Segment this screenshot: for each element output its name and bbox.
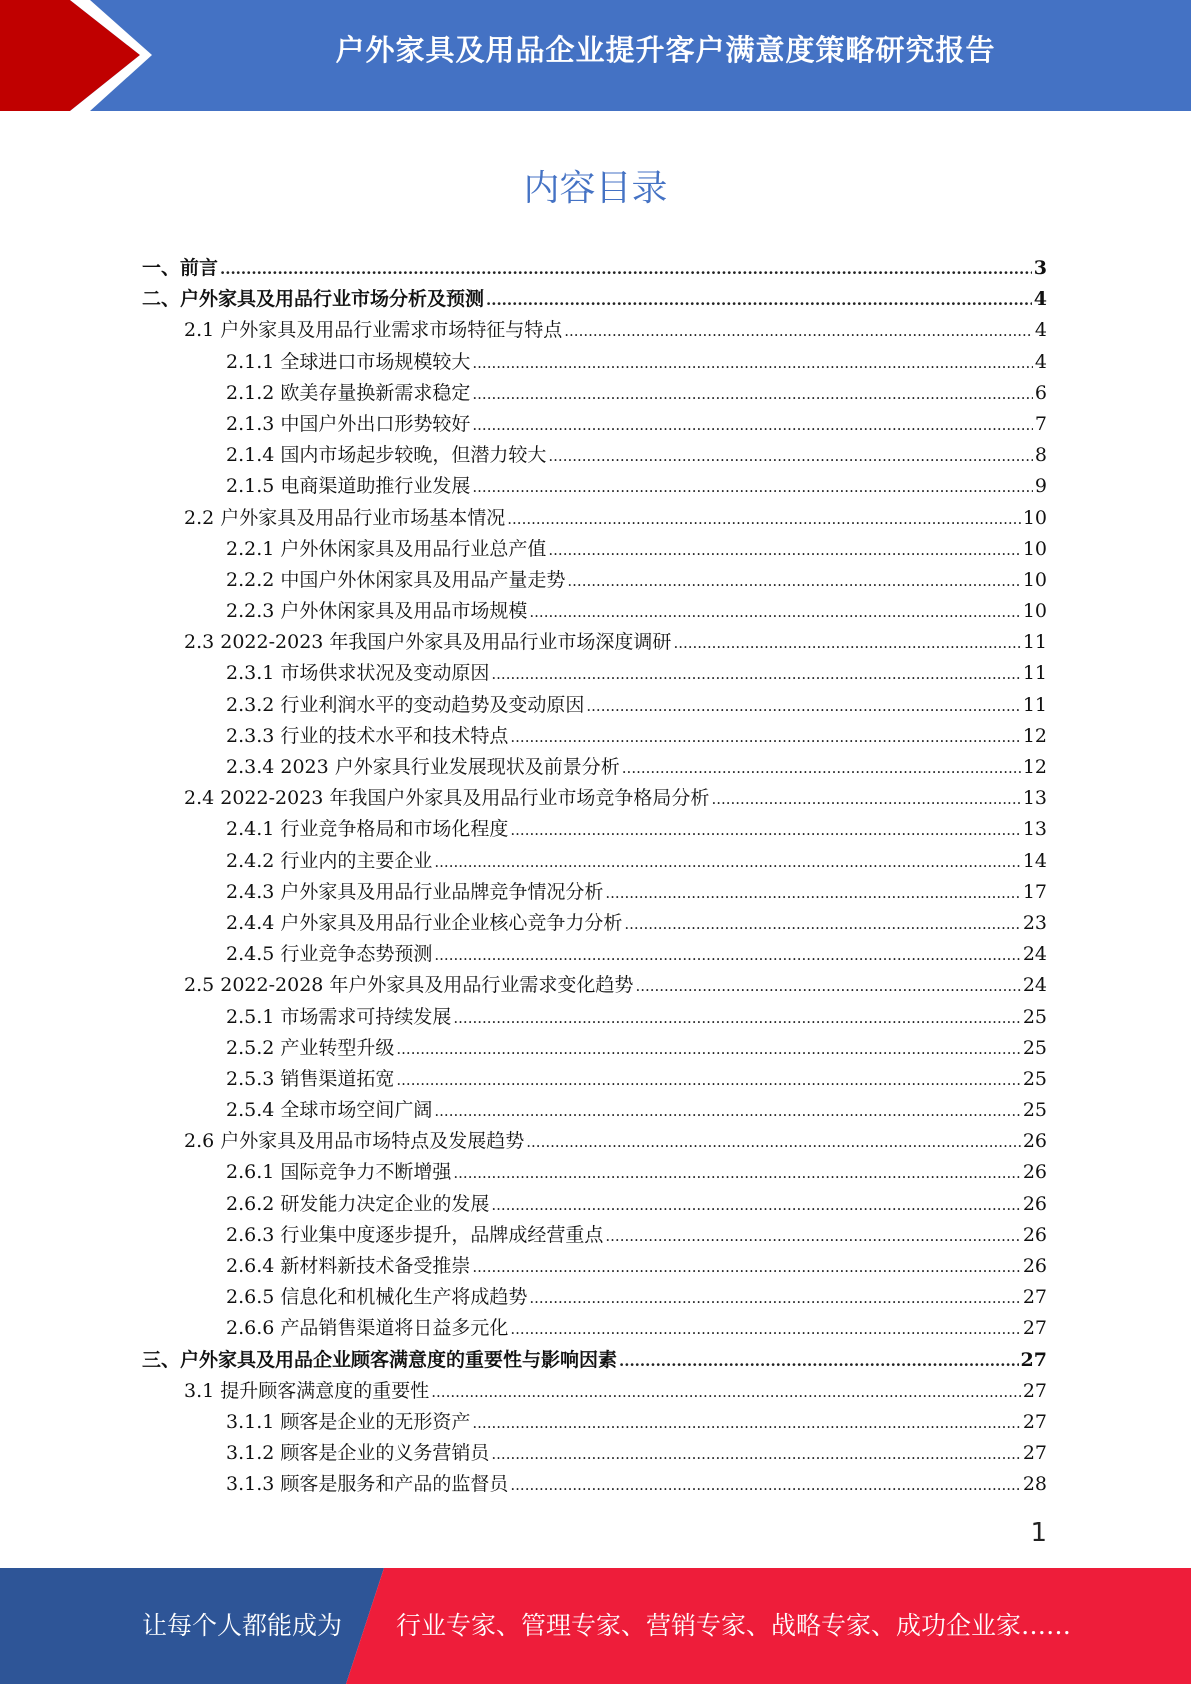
toc-dot-leader xyxy=(548,541,1020,559)
toc-entry[interactable] xyxy=(142,690,1047,721)
toc-entry-title: 2.3.1 市场供求状况及变动原因 xyxy=(226,662,490,685)
toc-dot-leader xyxy=(507,510,1021,528)
toc-entry-title: 2.1.1 全球进口市场规模较大 xyxy=(226,350,471,373)
toc-entry-page: 13 xyxy=(1022,818,1047,841)
toc-entry-title: 2.2.2 中国户外休闲家具及用品产量走势 xyxy=(226,568,566,591)
toc-entry-title: 2.6.6 产品销售渠道将日益多元化 xyxy=(226,1317,509,1340)
toc-entry[interactable] xyxy=(142,1251,1047,1282)
toc-entry-title: 2.1 户外家具及用品行业需求市场特征与特点 xyxy=(184,319,563,342)
footer-slogan-right: 行业专家、管理专家、营销专家、战略专家、成功企业家…… xyxy=(396,1611,1072,1640)
toc-entry[interactable] xyxy=(142,658,1047,689)
toc-entry-title: 2.2.1 户外休闲家具及用品行业总产值 xyxy=(226,537,547,560)
toc-heading: 内容目录 xyxy=(523,168,668,209)
toc-entry-title: 三、户外家具及用品企业顾客满意度的重要性与影响因素 xyxy=(142,1348,618,1371)
toc-entry-page: 26 xyxy=(1022,1130,1047,1153)
toc-entry-page: 11 xyxy=(1022,693,1047,716)
toc-dot-leader xyxy=(622,759,1021,777)
toc-entry[interactable] xyxy=(142,1064,1047,1095)
toc-entry-page: 8 xyxy=(1034,444,1047,467)
toc-entry[interactable] xyxy=(142,1002,1047,1033)
toc-entry-page: 9 xyxy=(1034,475,1047,498)
toc-dot-leader xyxy=(526,1133,1021,1151)
toc-entry-page: 25 xyxy=(1022,1067,1047,1090)
toc-entry[interactable] xyxy=(142,1313,1047,1344)
toc-entry[interactable] xyxy=(142,253,1047,284)
toc-dot-leader xyxy=(673,634,1020,652)
toc-entry[interactable] xyxy=(142,1438,1047,1469)
toc-entry-title: 3.1.3 顾客是服务和产品的监督员 xyxy=(226,1473,509,1496)
toc-dot-leader xyxy=(510,728,1020,746)
toc-dot-leader xyxy=(396,1071,1020,1089)
toc-entry-page: 27 xyxy=(1022,1379,1047,1402)
toc-entry-page: 10 xyxy=(1022,600,1047,623)
toc-dot-leader xyxy=(472,478,1033,496)
toc-entry-page: 25 xyxy=(1022,1005,1047,1028)
toc-entry[interactable] xyxy=(142,877,1047,908)
toc-entry[interactable] xyxy=(142,1282,1047,1313)
toc-entry-page: 24 xyxy=(1022,943,1047,966)
toc-entry[interactable] xyxy=(142,1157,1047,1188)
toc-entry-title: 2.1.2 欧美存量换新需求稳定 xyxy=(226,381,471,404)
toc-entry[interactable] xyxy=(142,347,1047,378)
toc-entry-title: 2.6.4 新材料新技术备受推崇 xyxy=(226,1255,471,1277)
toc-entry-page: 4 xyxy=(1033,288,1047,311)
toc-entry-title: 2.3 2022-2023 年我国户外家具及用品行业市场深度调研 xyxy=(184,631,672,654)
toc-dot-leader xyxy=(472,385,1033,403)
toc-entry[interactable] xyxy=(142,503,1047,534)
toc-entry[interactable] xyxy=(142,846,1047,877)
toc-entry-page: 24 xyxy=(1022,974,1047,997)
page-footer xyxy=(0,1568,1191,1684)
table-of-contents xyxy=(142,253,1047,1501)
toc-dot-leader xyxy=(605,1227,1020,1245)
toc-entry-title: 2.4.2 行业内的主要企业 xyxy=(226,849,433,872)
toc-entry[interactable] xyxy=(142,1126,1047,1157)
toc-entry-page: 26 xyxy=(1022,1255,1047,1277)
toc-entry-page: 11 xyxy=(1022,662,1047,685)
toc-entry[interactable] xyxy=(142,1189,1047,1220)
toc-dot-leader xyxy=(491,1196,1020,1214)
toc-dot-leader xyxy=(510,1320,1020,1338)
toc-entry-title: 2.2.3 户外休闲家具及用品市场规模 xyxy=(226,600,528,623)
toc-entry-title: 2.3.2 行业利润水平的变动趋势及变动原因 xyxy=(226,693,585,716)
toc-entry[interactable] xyxy=(142,1407,1047,1438)
toc-entry-page: 4 xyxy=(1034,350,1047,373)
toc-entry-page: 7 xyxy=(1034,412,1047,435)
toc-entry[interactable] xyxy=(142,471,1047,502)
toc-dot-leader xyxy=(491,1445,1020,1463)
toc-dot-leader xyxy=(453,1164,1020,1182)
toc-entry-title: 2.5.1 市场需求可持续发展 xyxy=(226,1005,452,1028)
toc-dot-leader xyxy=(396,1040,1020,1058)
toc-entry[interactable] xyxy=(142,596,1047,627)
toc-entry-page: 3 xyxy=(1033,257,1047,279)
toc-entry[interactable] xyxy=(142,1345,1047,1376)
toc-entry-title: 2.5.2 产业转型升级 xyxy=(226,1036,395,1059)
toc-entry-title: 2.4.5 行业竞争态势预测 xyxy=(226,943,433,966)
toc-dot-leader xyxy=(472,416,1033,434)
toc-entry[interactable] xyxy=(142,315,1047,346)
toc-entry[interactable] xyxy=(142,783,1047,814)
toc-dot-leader xyxy=(472,1414,1020,1432)
toc-entry[interactable] xyxy=(142,378,1047,409)
toc-entry[interactable] xyxy=(142,409,1047,440)
toc-entry-page: 11 xyxy=(1022,631,1047,654)
toc-entry-page: 12 xyxy=(1022,756,1047,778)
toc-entry-page: 28 xyxy=(1022,1473,1047,1496)
toc-entry-page: 26 xyxy=(1022,1192,1047,1215)
toc-entry[interactable] xyxy=(142,721,1047,752)
toc-entry[interactable] xyxy=(142,939,1047,970)
toc-entry[interactable] xyxy=(142,1376,1047,1407)
toc-dot-leader xyxy=(635,977,1020,995)
toc-entry-title: 2.5 2022-2028 年户外家具及用品行业需求变化趋势 xyxy=(184,974,634,997)
toc-entry-title: 2.3.4 2023 户外家具行业发展现状及前景分析 xyxy=(226,756,620,778)
toc-entry-title: 一、前言 xyxy=(142,257,219,279)
toc-entry[interactable] xyxy=(142,1033,1047,1064)
toc-entry-title: 3.1.2 顾客是企业的义务营销员 xyxy=(226,1442,490,1465)
toc-dot-leader xyxy=(529,1289,1020,1307)
toc-entry-title: 3.1 提升顾客满意度的重要性 xyxy=(184,1379,430,1402)
toc-entry-page: 13 xyxy=(1022,787,1047,810)
toc-entry-title: 2.1.5 电商渠道助推行业发展 xyxy=(226,475,471,498)
toc-entry[interactable] xyxy=(142,970,1047,1001)
toc-entry[interactable] xyxy=(142,1469,1047,1500)
toc-entry-title: 2.2 户外家具及用品行业市场基本情况 xyxy=(184,506,506,529)
toc-dot-leader xyxy=(434,946,1020,964)
toc-dot-leader xyxy=(567,572,1020,590)
toc-entry-title: 2.5.3 销售渠道拓宽 xyxy=(226,1067,395,1090)
toc-entry[interactable] xyxy=(142,908,1047,939)
toc-entry-title: 2.6 户外家具及用品市场特点及发展趋势 xyxy=(184,1130,525,1153)
toc-entry-page: 26 xyxy=(1022,1223,1047,1246)
toc-dot-leader xyxy=(220,260,1032,278)
report-title: 户外家具及用品企业提升客户满意度策略研究报告 xyxy=(335,33,996,67)
toc-entry-page: 10 xyxy=(1022,537,1047,560)
footer-slogan-left: 让每个人都能成为 xyxy=(142,1611,343,1640)
toc-entry-title: 2.6.3 行业集中度逐步提升，品牌成经营重点 xyxy=(226,1223,604,1246)
toc-dot-leader xyxy=(510,821,1020,839)
toc-entry-title: 2.4 2022-2023 年我国户外家具及用品行业市场竞争格局分析 xyxy=(184,787,710,810)
toc-entry-title: 2.1.4 国内市场起步较晚，但潜力较大 xyxy=(226,444,547,467)
toc-entry-title: 2.4.1 行业竞争格局和市场化程度 xyxy=(226,818,509,841)
toc-dot-leader xyxy=(548,447,1033,465)
toc-entry-page: 27 xyxy=(1022,1410,1047,1433)
toc-dot-leader xyxy=(624,915,1020,933)
toc-dot-leader xyxy=(472,354,1033,372)
toc-dot-leader xyxy=(431,1383,1021,1401)
toc-entry-page: 10 xyxy=(1022,506,1047,529)
toc-dot-leader xyxy=(472,1258,1020,1276)
toc-entry-page: 26 xyxy=(1022,1161,1047,1184)
toc-dot-leader xyxy=(434,853,1020,871)
toc-entry-title: 二、户外家具及用品行业市场分析及预测 xyxy=(142,288,485,311)
toc-entry[interactable] xyxy=(142,814,1047,845)
toc-dot-leader xyxy=(453,1009,1020,1027)
toc-entry-title: 2.4.4 户外家具及用品行业企业核心竞争力分析 xyxy=(226,911,623,934)
toc-entry[interactable] xyxy=(142,1220,1047,1251)
toc-entry-page: 27 xyxy=(1020,1348,1047,1371)
toc-entry-page: 27 xyxy=(1022,1442,1047,1465)
toc-entry-title: 2.4.3 户外家具及用品行业品牌竞争情况分析 xyxy=(226,880,604,903)
toc-entry-page: 23 xyxy=(1022,911,1047,934)
toc-entry[interactable] xyxy=(142,752,1047,783)
toc-entry-title: 2.5.4 全球市场空间广阔 xyxy=(226,1099,433,1122)
toc-dot-leader xyxy=(619,1352,1019,1370)
toc-dot-leader xyxy=(711,790,1020,808)
toc-entry-page: 25 xyxy=(1022,1099,1047,1122)
toc-dot-leader xyxy=(605,884,1020,902)
toc-entry-page: 25 xyxy=(1022,1036,1047,1059)
toc-entry-page: 12 xyxy=(1022,724,1047,747)
toc-entry-title: 2.1.3 中国户外出口形势较好 xyxy=(226,412,471,435)
toc-entry-title: 3.1.1 顾客是企业的无形资产 xyxy=(226,1410,471,1433)
toc-entry-page: 14 xyxy=(1022,849,1047,872)
toc-entry-title: 2.6.5 信息化和机械化生产将成趋势 xyxy=(226,1286,528,1309)
toc-entry-page: 6 xyxy=(1034,381,1047,404)
toc-dot-leader xyxy=(510,1476,1020,1494)
toc-dot-leader xyxy=(529,603,1020,621)
toc-entry-title: 2.3.3 行业的技术水平和技术特点 xyxy=(226,724,509,747)
toc-dot-leader xyxy=(564,322,1033,340)
toc-entry[interactable] xyxy=(142,627,1047,658)
page-number: 1 xyxy=(1030,1518,1047,1548)
toc-entry-page: 17 xyxy=(1022,880,1047,903)
toc-entry-page: 27 xyxy=(1022,1286,1047,1309)
toc-entry-title: 2.6.1 国际竞争力不断增强 xyxy=(226,1161,452,1184)
toc-dot-leader xyxy=(434,1102,1020,1120)
toc-entry-page: 4 xyxy=(1034,319,1047,342)
toc-entry[interactable] xyxy=(142,440,1047,471)
toc-entry-page: 10 xyxy=(1022,568,1047,591)
toc-entry[interactable] xyxy=(142,534,1047,565)
toc-entry-title: 2.6.2 研发能力决定企业的发展 xyxy=(226,1192,490,1215)
page-header xyxy=(0,0,1191,111)
toc-entry[interactable] xyxy=(142,284,1047,315)
toc-entry[interactable] xyxy=(142,565,1047,596)
toc-entry-page: 27 xyxy=(1022,1317,1047,1340)
toc-dot-leader xyxy=(586,697,1020,715)
toc-entry[interactable] xyxy=(142,1095,1047,1126)
toc-dot-leader xyxy=(491,665,1020,683)
toc-dot-leader xyxy=(486,291,1032,309)
